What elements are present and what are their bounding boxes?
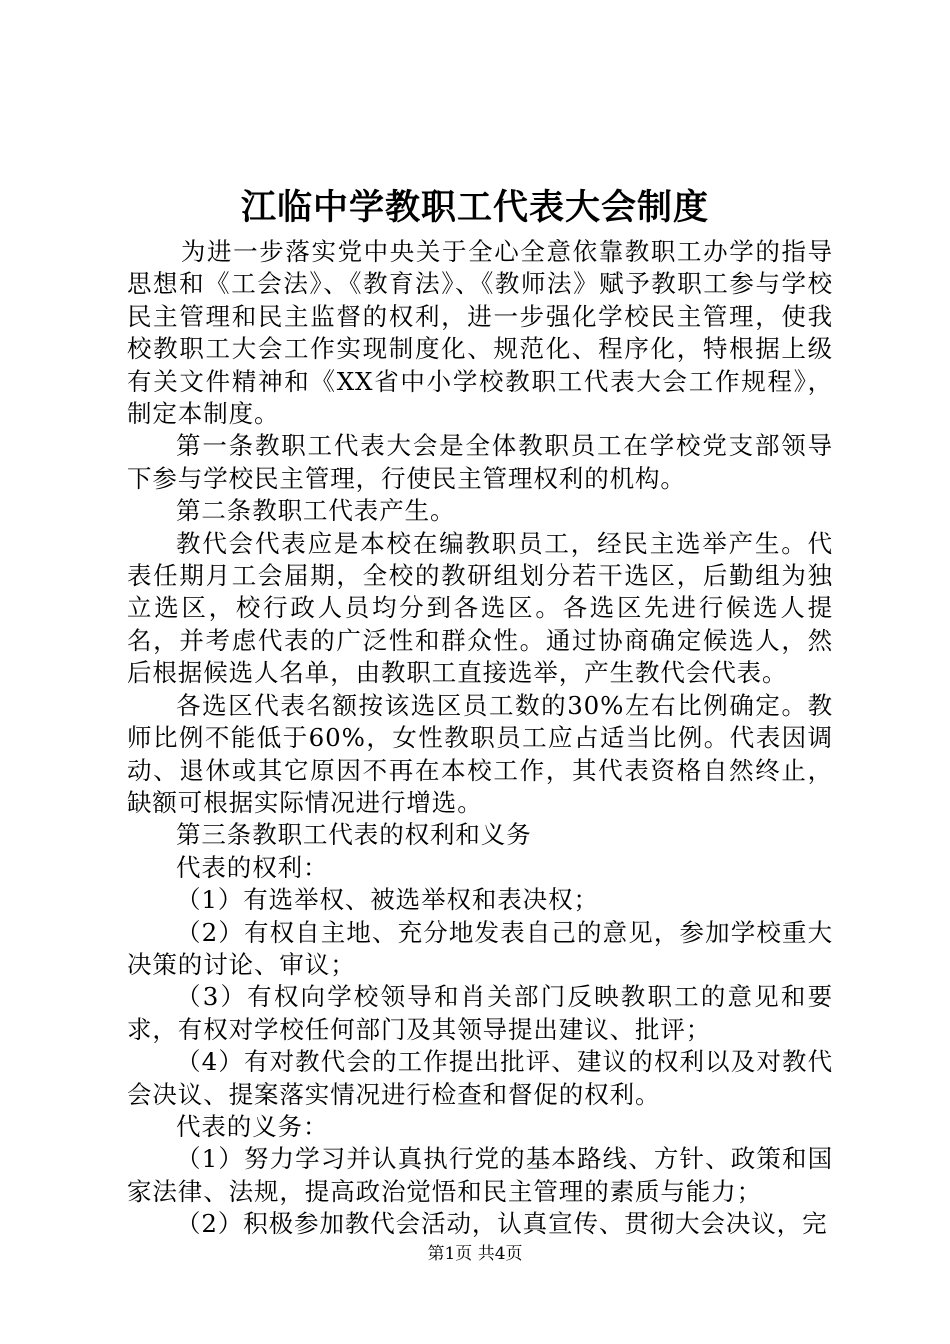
paragraph-election: 教代会代表应是本校在编教职员工，经民主选举产生。代表任期月工会届期，全校的教研组划分若干选区，后勤组为独立选区，校行政人员均分到各选区。各选区先进行候选人提名，并考虑代表的广泛性和群众性。通过协商确定候选人，然后根据候选人名单，由教职工直接选举，产生教代会代表。 [127,528,833,688]
document-body [127,236,833,1241]
paragraph-article-2-heading: 第二条教职工代表产生。 [176,496,456,526]
list-item-right-4: （4）有对教代会的工作提出批评、建议的权利以及对教代会决议、提案落实情况进行检查和督促的权利。 [127,1047,833,1109]
document-title: 江临中学教职工代表大会制度 [240,187,709,228]
list-item-right-3: （3）有权向学校领导和肖关部门反映教职工的意见和要求，有权对学校任何部门及其领导提出建议、批评； [127,982,833,1044]
list-item-right-1: （1）有选举权、被选举权和表决权； [176,885,599,915]
list-item-duty-2: （2）积极参加教代会活动，认真宣传、贯彻大会决议，完 [176,1209,828,1239]
list-item-right-2: （2）有权自主地、充分地发表自己的意见，参加学校重大决策的讨论、审议； [127,917,833,979]
paragraph-duties-heading: 代表的义务： [176,1111,329,1141]
paragraph-quota: 各选区代表名额按该选区员工数的30%左右比例确定。教师比例不能低于60%，女性教职员工应占适当比例。代表因调动、退休或其它原因不再在本校工作，其代表资格自然终止，缺额可根据实际情况进行增选。 [127,690,833,817]
paragraph-rights-heading: 代表的权利： [176,852,329,882]
paragraph-article-1: 第一条教职工代表大会是全体教职员工在学校党支部领导下参与学校民主管理，行使民主管理权利的机构。 [127,431,833,493]
paragraph-article-3-heading: 第三条教职工代表的权利和义务 [176,820,532,850]
paragraph-preamble: 为进一步落实党中央关于全心全意依靠教职工办学的指导思想和《工会法》、《教育法》、《教师法》赋予教职工参与学校民主管理和民主监督的权利，进一步强化学校民主管理，使我校教职工大会工作实现制度化、规范化、程序化，特根据上级有关文件精神和《XX省中小学校教职工代表大会工作规程》，制定本制度。 [127,237,833,429]
list-item-duty-1: （1）努力学习并认真执行党的基本路线、方针、政策和国家法律、法规，提高政治觉悟和民主管理的素质与能力； [127,1144,833,1206]
page-number-footer: 第1页 共4页 [427,1244,523,1264]
